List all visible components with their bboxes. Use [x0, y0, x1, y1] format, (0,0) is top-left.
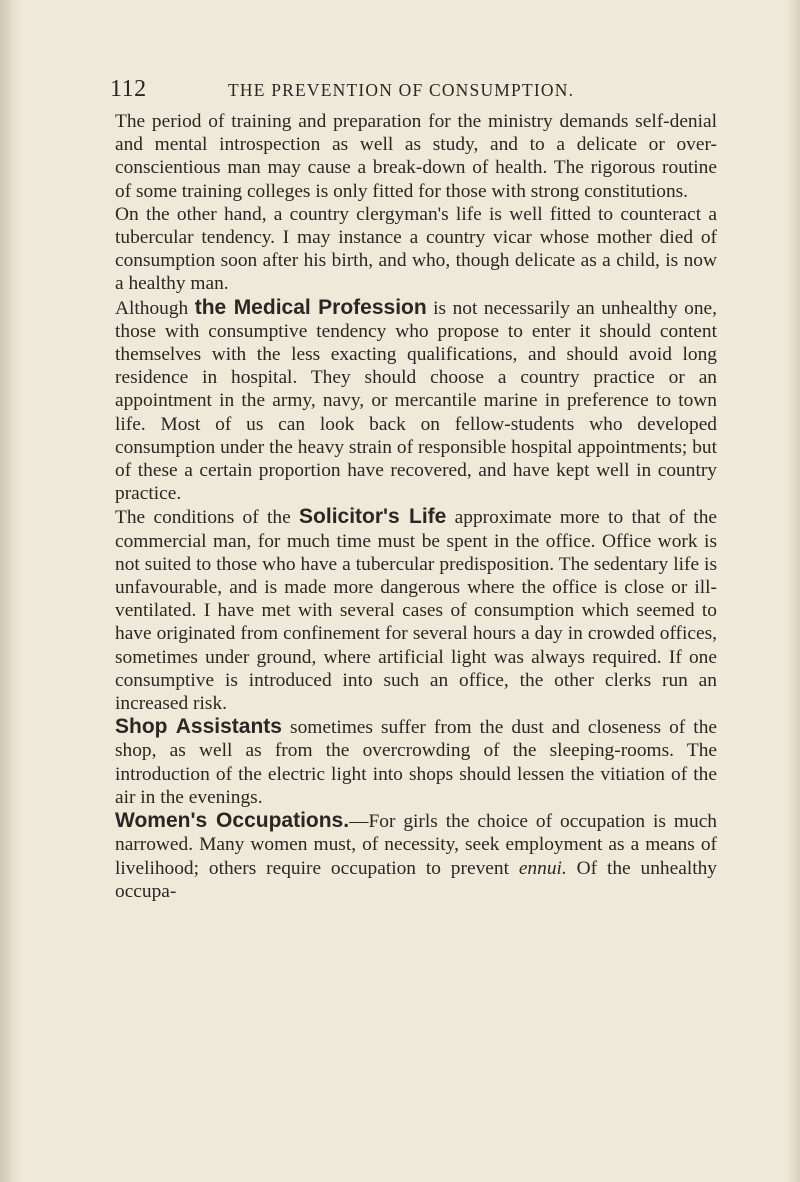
paragraph-rest: approximate more to that of the commercial man, for much time must be spent in the office. Office work is not suited to those who have a tubercular predisposition. The sedentary life is unfavourable, and is made more dangerous where the office is close or ill-ventilated. I have met with several cases of consumption which seemed to have originated from confinement for several hours a day in crowded offices, sometimes under ground, where artificial light was always required. If one consumptive is introduced into such an office, the other clerks run an increased risk. [115, 507, 717, 715]
paragraph-rest: sometimes suffer from the dust and closeness of the shop, as well as from the overcrowding of the sleeping-rooms. The introduction of the electric light into shops should lessen the vitiation of the air in the evenings. [115, 717, 718, 808]
section-heading-womens-occupations: Women's Occupations. [115, 809, 350, 833]
section-heading-solicitors-life: Solicitor's Life [299, 505, 447, 529]
paragraph-medical-profession [115, 296, 717, 506]
paragraph-lead: Although [115, 297, 195, 319]
section-heading-medical-profession: the Medical Profession [194, 295, 427, 319]
paragraph-solicitor [115, 505, 717, 715]
paragraph-clergyman: On the other hand, a country clergyman's life is well fitted to counteract a tubercular tendency. I may instance a country vicar whose mother died of consumption soon after his birth, and who, though delicate as a child, is now a healthy man. [115, 203, 717, 295]
paragraph-womens-occupations [115, 809, 717, 903]
paragraph-rest: is not necessarily an unhealthy one, those with consumptive tendency who propose to enter it should content themselves with the less exacting qualifications, and should avoid long residence in hospital. They should choose a country practice or an appointment in the army, navy, or mercantile marine in preference to town life. Most of us can look back on fellow-students who developed consumption under the heavy strain of responsible hospital appointments; but of these a certain proportion have recovered, and have kept well in country practice. [115, 297, 717, 505]
paragraph-ministry: The period of training and preparation for the ministry demands self-denial and mental introspection as well as study, and to a delicate or over-conscientious man may cause a break-down of health. The rigorous routine of some training colleges is only fitted for those with strong constitutions. [115, 111, 717, 202]
paragraph-shop-assistants [115, 715, 717, 809]
italic-word: ennui. [518, 857, 567, 879]
paragraph-rest: —For girls the choice of occupation is much narrowed. Many women must, of necessity, seek employment as a means of livelihood; others require occupation to prevent [115, 811, 717, 879]
paragraph-tail: Of the unhealthy occupa- [115, 857, 717, 902]
page-edge-left [0, 0, 22, 1182]
running-head: THE PREVENTION OF CONSUMPTION. [228, 80, 575, 100]
section-heading-shop-assistants: Shop Assistants [115, 715, 282, 739]
page-header [110, 76, 716, 104]
body-text [115, 110, 717, 903]
page-edge-right [786, 0, 800, 1182]
page-number: 112 [110, 76, 147, 102]
paragraph-lead: The conditions of the [115, 507, 300, 529]
